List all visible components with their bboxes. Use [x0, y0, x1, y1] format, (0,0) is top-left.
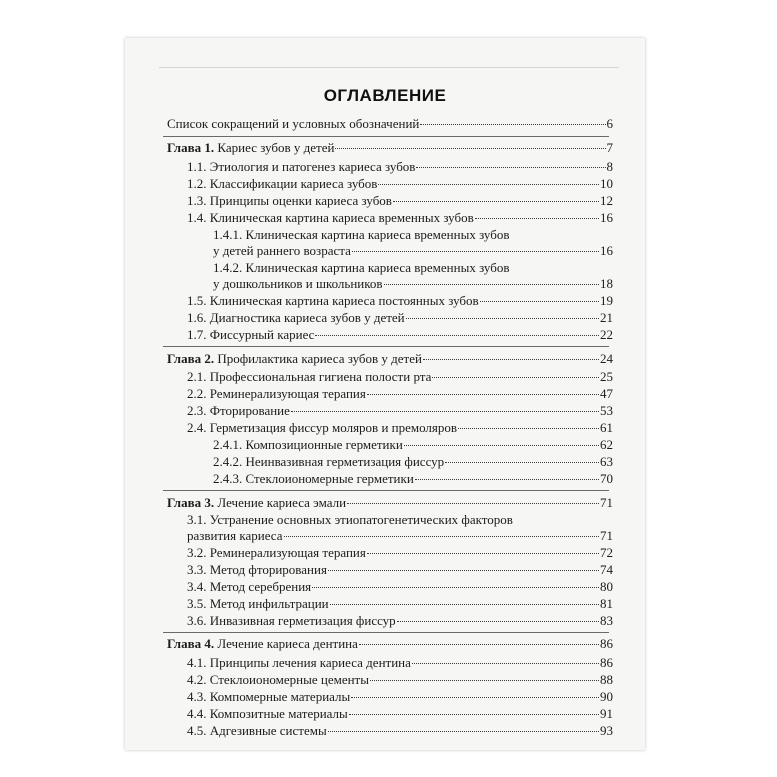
chapter-label: Глава 1. — [167, 140, 215, 155]
toc-section-4-4: 4.4. Композитные материалы 91 — [187, 706, 613, 721]
toc-subsection-2-4-2: 2.4.2. Неинвазивная герметизация фиссур 63 — [213, 454, 613, 469]
toc-section-1-1: 1.1. Этиология и патогенез кариеса зубов 8 — [187, 159, 613, 174]
chapter-label: Глава 4. — [167, 636, 215, 651]
toc-section-3-3: 3.3. Метод фторирования 74 — [187, 562, 613, 577]
toc-entry-page: 7 — [606, 140, 613, 155]
toc-section-4-3: 4.3. Компомерные материалы 90 — [187, 689, 613, 704]
toc-subsection-1-4-2: у дошкольников и школьников 18 — [213, 276, 613, 291]
toc-chapter-2: Глава 2. Профилактика кариеса зубов у детей 24 — [167, 351, 613, 366]
toc-section-2-3: 2.3. Фторирование 53 — [187, 403, 613, 418]
toc-section-2-4: 2.4. Герметизация фиссур моляров и премоляров 61 — [187, 420, 613, 435]
toc-section-4-5: 4.5. Адгезивные системы 93 — [187, 723, 613, 738]
toc-section-1-5: 1.5. Клиническая картина кариеса постоянных зубов 19 — [187, 293, 613, 308]
toc-subsection-2-4-1: 2.4.1. Композиционные герметики 62 — [213, 437, 613, 452]
section-divider — [163, 490, 609, 491]
book-page — [125, 38, 645, 750]
toc-section-1-6: 1.6. Диагностика кариеса зубов у детей 21 — [187, 310, 613, 325]
section-divider — [163, 136, 609, 137]
toc-section-3-5: 3.5. Метод инфильтрации 81 — [187, 596, 613, 611]
toc-section-3-4: 3.4. Метод серебрения 80 — [187, 579, 613, 594]
toc-section-2-2: 2.2. Реминерализующая терапия 47 — [187, 386, 613, 401]
chapter-title: Лечение кариеса эмали — [217, 495, 347, 510]
chapter-title: Кариес зубов у детей — [217, 140, 335, 155]
toc-entry-abbreviations — [167, 116, 613, 132]
toc-subsection-1-4-1: у детей раннего возраста 16 — [213, 243, 613, 258]
toc-section-3-2: 3.2. Реминерализующая терапия 72 — [187, 545, 613, 560]
dot-leader — [420, 124, 605, 125]
toc-chapter-1 — [167, 140, 613, 156]
dot-leader — [335, 148, 605, 149]
page-title: ОГЛАВЛЕНИЕ — [323, 86, 447, 105]
toc-subsection-1-4-2-line1: 1.4.2. Клиническая картина кариеса временных зубов — [213, 260, 510, 275]
toc-section-1-4: 1.4. Клиническая картина кариеса временных зубов 16 — [187, 210, 613, 225]
toc-section-4-2: 4.2. Стеклоиономерные цементы 88 — [187, 672, 613, 687]
toc-section-1-2: 1.2. Классификации кариеса зубов 10 — [187, 176, 613, 191]
header-rule — [159, 67, 619, 68]
chapter-label: Глава 2. — [167, 351, 215, 366]
chapter-title: Профилактика кариеса зубов у детей — [217, 351, 422, 366]
toc-chapter-4: Глава 4. Лечение кариеса дентина 86 — [167, 636, 613, 651]
toc-chapter-3: Глава 3. Лечение кариеса эмали 71 — [167, 495, 613, 510]
toc-section-3-1: развития кариеса 71 — [187, 528, 613, 543]
toc-section-3-1-line1: 3.1. Устранение основных этиопатогенетических факторов — [187, 512, 513, 527]
toc-section-4-1: 4.1. Принципы лечения кариеса дентина 86 — [187, 655, 613, 670]
toc-subsection-1-4-1-line1: 1.4.1. Клиническая картина кариеса временных зубов — [213, 227, 510, 242]
toc-entry-title: Список сокращений и условных обозначений — [167, 116, 420, 131]
toc-subsection-2-4-3: 2.4.3. Стеклоиономерные герметики 70 — [213, 471, 613, 486]
chapter-label: Глава 3. — [167, 495, 215, 510]
toc-section-1-3: 1.3. Принципы оценки кариеса зубов 12 — [187, 193, 613, 208]
toc-section-2-1: 2.1. Профессиональная гигиена полости рта 25 — [187, 369, 613, 384]
section-divider — [163, 346, 609, 347]
chapter-title: Лечение кариеса дентина — [217, 636, 358, 651]
toc-section-1-7: 1.7. Фиссурный кариес 22 — [187, 327, 613, 342]
toc-section-3-6: 3.6. Инвазивная герметизация фиссур 83 — [187, 613, 613, 628]
section-divider — [163, 632, 609, 633]
toc-entry-page: 6 — [606, 116, 613, 131]
